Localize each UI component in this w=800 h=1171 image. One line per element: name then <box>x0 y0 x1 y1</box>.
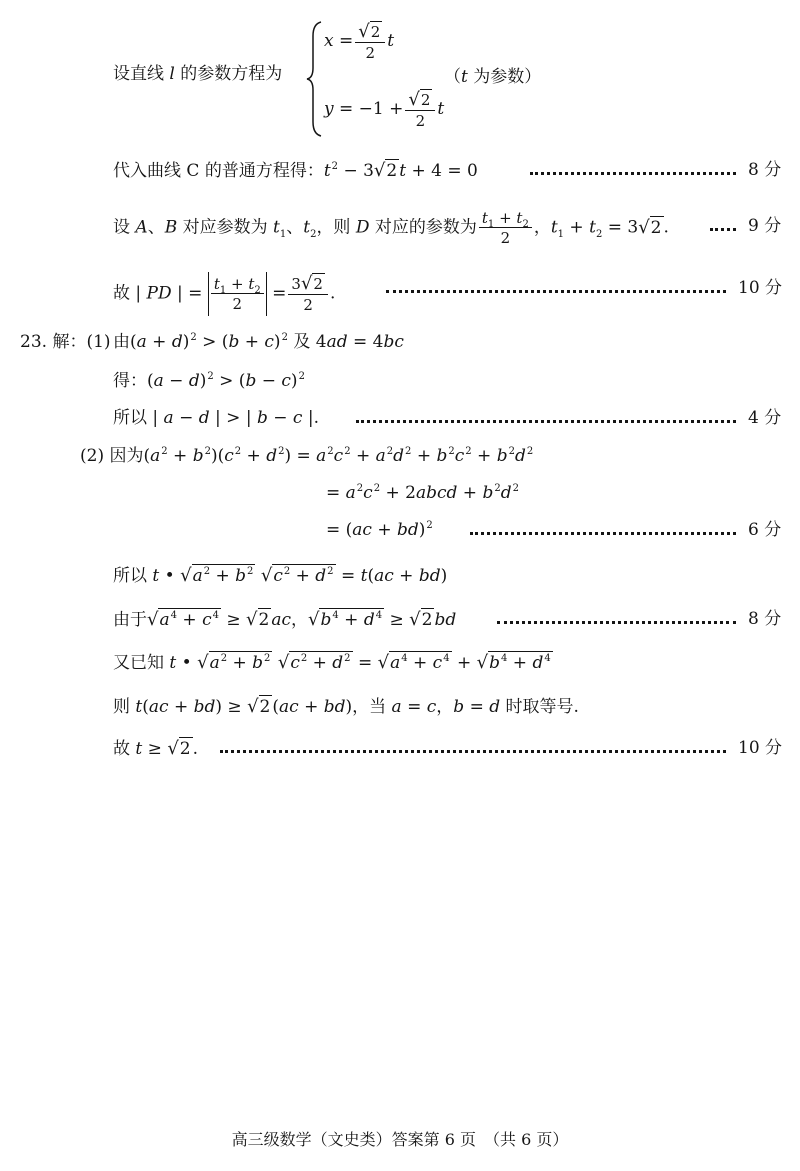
score-9: 9 分 <box>748 216 782 236</box>
score-10b: 10 分 <box>738 738 783 758</box>
q23-a3: 所以 | a − d | > | b − c |. <box>113 408 319 428</box>
q23-b1: (2) 因为$(a^2 + b^2)(c^2 + d^2) = a^2c^2 + a^2d^2 + b^2c^2 + b^2d^2$ <box>80 446 534 466</box>
q23-b3: = (ac + bd)$^2$ <box>326 520 433 540</box>
q23-a2: 得：$(a - d)^2 > (b - c)^2$ <box>113 371 305 391</box>
score-leader <box>220 750 726 753</box>
q23-b7: 则 t(ac + bd) ≥ √2 (ac + bd)，当 a = c，b = d 时取等号. <box>113 696 579 717</box>
param-x-eq: x = $\frac{√2}{2}$ t <box>324 21 395 62</box>
score-leader <box>497 621 736 624</box>
param-note: （t 为参数） <box>444 67 542 87</box>
substitution-line: 代入曲线 C 的普通方程得：$t^2 - 3√2$ t + 4 = 0 <box>113 160 478 181</box>
score-leader <box>710 228 736 231</box>
parameter-line: 设 A、B 对应参数为 $t_1$、$t_2$，则 D 对应的参数为 $\frac{t_1 + t_2}{2}$ ，$t_1 + t_2 = 3√2$ . <box>113 209 669 247</box>
q23-b4: 所以 t • $√a^2 + b^2$ $√c^2 + d^2 = t(ac + bd)$ <box>113 565 448 586</box>
q23-label: 23. 解：(1) <box>20 332 111 352</box>
score-10: 10 分 <box>738 278 783 298</box>
score-leader <box>386 290 726 293</box>
score-4: 4 分 <box>748 408 782 428</box>
param-intro: 设直线 l 的参数方程为 <box>113 64 283 84</box>
score-6: 6 分 <box>748 520 782 540</box>
param-y-eq: y = −1 + $\frac{√2}{2}$ t <box>324 89 445 130</box>
score-8: 8 分 <box>748 160 782 180</box>
score-8b: 8 分 <box>748 609 782 629</box>
score-leader <box>356 420 736 423</box>
q23-b6: 又已知 t • $√a^2 + b^2$ $√c^2 + d^2 = √a^4 + c^4 + √b^4 + d^4$ <box>113 652 551 673</box>
score-leader <box>530 172 736 175</box>
q23-a1: 由$(a + d)^2 > (b + c)^2$ 及 4ad = 4bc <box>113 332 404 352</box>
q23-b5: 由于$√a^4 + c^4 \ge √2$ ac，$√b^4 + d^4 \ge √2$ bd <box>113 609 457 630</box>
score-leader <box>470 532 736 535</box>
q23-b2: = $a^2c^2$ + 2abcd + $b^2d^2$ <box>326 483 519 503</box>
page-footer: 高三级数学（文史类）答案第 6 页 （共 6 页） <box>231 1130 569 1149</box>
left-brace-icon <box>306 20 324 138</box>
pd-line: 故 | PD | = $\frac{t_1 + t_2}{2}$ = $\frac{3√2}{2}$ . <box>113 273 336 315</box>
q23-b8: 故 t ≥ √2 . <box>113 738 199 759</box>
